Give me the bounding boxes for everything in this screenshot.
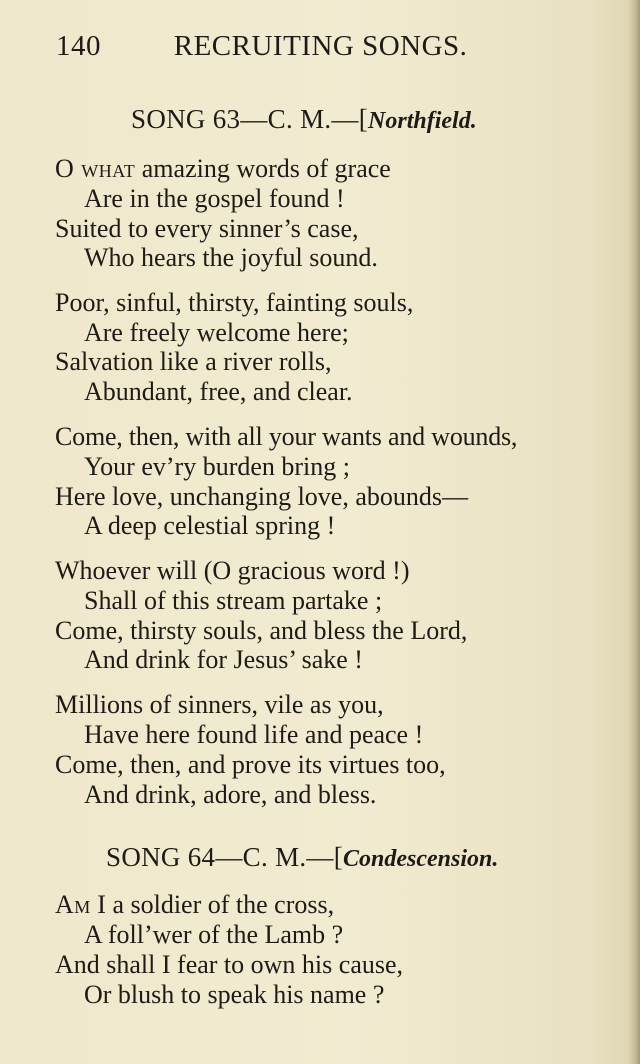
verse-line: Are freely welcome here;	[84, 318, 349, 347]
verse-line	[55, 890, 334, 920]
verse-line: Poor, sinful, thirsty, fainting souls,	[55, 288, 414, 317]
verse-first-words: Am	[55, 890, 91, 919]
verse-line-rest: I a soldier of the cross,	[90, 890, 335, 919]
verse-line: Come, then, with all your wants and wounds,	[55, 422, 518, 451]
verse-line: A foll’wer of the Lamb ?	[84, 920, 344, 949]
verse-line: Come, thirsty souls, and bless the Lord,	[55, 616, 468, 645]
verse-line	[55, 154, 391, 184]
song-heading-text: SONG 63—C. M.—[	[131, 104, 369, 134]
verse-line: Or blush to speak his name ?	[84, 980, 385, 1009]
song-64-heading	[106, 842, 498, 873]
page-number: 140	[56, 30, 101, 62]
verse-line: Shall of this stream partake ;	[84, 586, 383, 615]
page-header	[56, 30, 467, 63]
running-title: RECRUITING SONGS.	[173, 30, 468, 62]
verse-line: Millions of sinners, vile as you,	[55, 690, 384, 719]
verse-line: Suited to every sinner’s case,	[55, 214, 359, 243]
verse-line: Here love, unchanging love, abounds—	[55, 482, 469, 511]
verse-line: Are in the gospel found !	[84, 184, 345, 213]
page-edge-shadow	[628, 0, 640, 1064]
verse-line: Whoever will (O gracious word !)	[55, 556, 410, 585]
verse-line: And shall I fear to own his cause,	[55, 950, 404, 979]
verse-line: A deep celestial spring !	[84, 511, 336, 540]
tune-name: Condescension.	[343, 846, 499, 872]
song-heading-text: SONG 64—C. M.—[	[106, 842, 344, 872]
tune-name: Northfield.	[368, 108, 477, 134]
verse-first-words: O what	[55, 154, 136, 183]
verse-line: Who hears the joyful sound.	[84, 243, 378, 272]
verse-line: Abundant, free, and clear.	[84, 377, 353, 406]
song-63-heading	[131, 104, 477, 135]
verse-line: Your ev’ry burden bring ;	[84, 452, 350, 481]
verse-line: Come, then, and prove its virtues too,	[55, 750, 446, 779]
verse-line: And drink, adore, and bless.	[84, 780, 377, 809]
verse-line: Salvation like a river rolls,	[55, 347, 332, 376]
verse-line: Have here found life and peace !	[84, 720, 424, 749]
verse-line: And drink for Jesus’ sake !	[84, 645, 363, 674]
verse-line-rest: amazing words of grace	[135, 154, 391, 183]
